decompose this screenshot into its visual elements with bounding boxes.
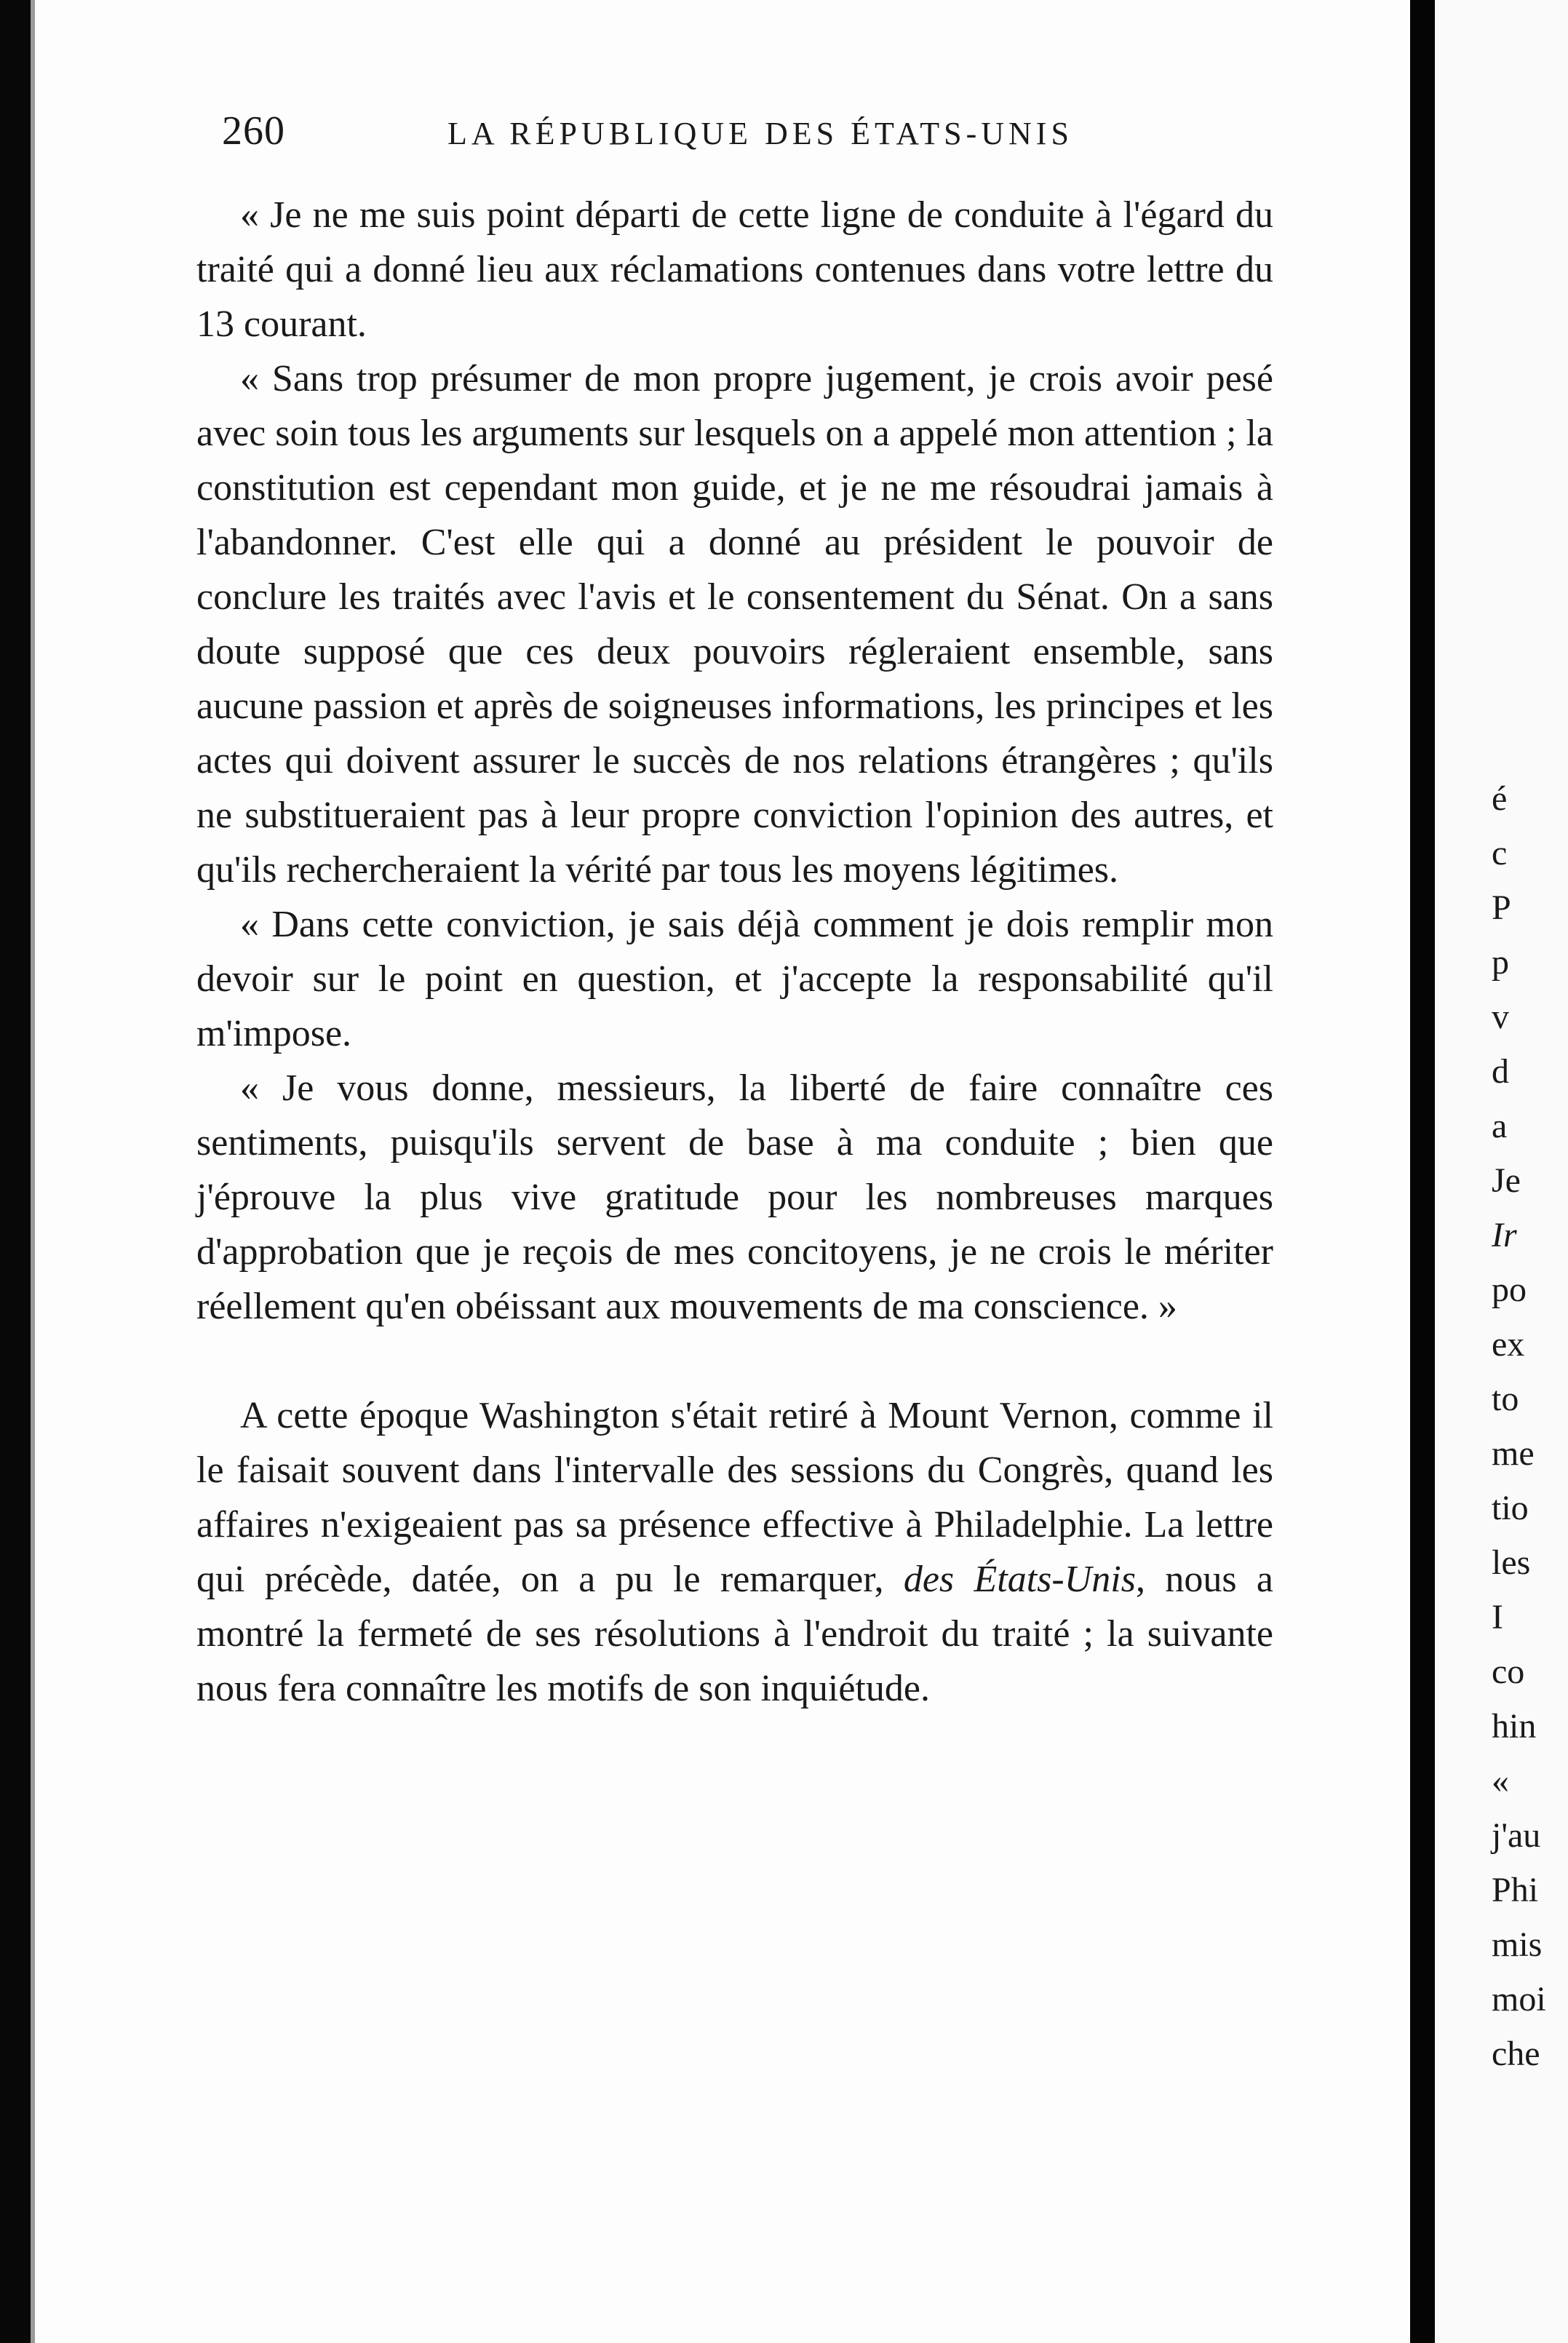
running-head — [222, 108, 1270, 159]
running-title: LA RÉPUBLIQUE DES ÉTATS-UNIS — [447, 116, 1073, 151]
adjacent-fragment: Phi — [1492, 1871, 1539, 1909]
adjacent-fragment: P — [1492, 888, 1511, 927]
paragraph-5-text-end: , nous a montré la fermeté de ses résolutions à l'endroit du traité ; la suivante nous fera connaître les motifs de son inquiétude. — [196, 1559, 1273, 1709]
adjacent-fragment: po — [1492, 1270, 1527, 1309]
adjacent-page-fragments — [1492, 771, 1568, 2081]
adjacent-fragment: to — [1492, 1380, 1519, 1418]
adjacent-fragment: v — [1492, 998, 1509, 1036]
paragraph-4: « Je vous donne, messieurs, la liberté de faire connaître ces sentiments, puisqu'ils servent de base à ma conduite ; bien que j'éprouve la plus vive gratitude pour les nombreuses marques d'approbation que je reçois de mes concitoyens, je ne crois le mériter réellement qu'en obéissant aux mouvements de ma conscience. » — [196, 1067, 1273, 1327]
adjacent-fragment: mis — [1492, 1925, 1543, 1964]
paragraph-2: « Sans trop présumer de mon propre jugement, je crois avoir pesé avec soin tous les arguments sur lesquels on a appelé mon attention ; la constitution est cependant mon guide, et je ne me résoudrai jamais à l'abandonner. C'est elle qui a donné au président le pouvoir de conclure les traités avec l'avis et le consentement du Sénat. On a sans doute supposé que ces deux pouvoirs régleraient ensemble, sans aucune passion et après de soigneuses informations, les principes et les actes qui doivent assurer le succès de nos relations étrangères ; qu'ils ne substitueraient pas à leur propre conviction l'opinion des autres, et qu'ils rechercheraient la vérité par tous les moyens légitimes. — [196, 358, 1273, 891]
adjacent-fragment: p — [1492, 943, 1509, 982]
adjacent-fragment: é — [1492, 779, 1508, 818]
adjacent-fragment: c — [1492, 834, 1508, 872]
adjacent-fragment: hin — [1492, 1707, 1537, 1746]
section-gap — [196, 1334, 1273, 1388]
italic-phrase: des États-Unis — [903, 1559, 1136, 1600]
adjacent-fragment: « — [1492, 1762, 1509, 1800]
adjacent-fragment: les — [1492, 1543, 1531, 1582]
scan-left-border — [0, 0, 31, 2343]
paragraph-5-text-start: A cette époque Washington s'était retiré à Mount Vernon, comme il le faisait souvent dans l'intervalle des sessions du Congrès, quand les affaires n'exigeaient pas sa présence effective à Philadelphie. La lettre qui précède, datée, on a pu le remarquer, — [196, 1395, 1273, 1600]
paragraph-1: « Je ne me suis point départi de cette ligne de conduite à l'égard du traité qui a donné lieu aux réclamations contenues dans votre lettre du 13 courant. — [196, 194, 1273, 345]
adjacent-fragment: ex — [1492, 1325, 1525, 1364]
adjacent-fragment: me — [1492, 1434, 1535, 1473]
book-gutter — [1410, 0, 1435, 2343]
page-number: 260 — [222, 108, 285, 154]
adjacent-fragment: tio — [1492, 1489, 1529, 1527]
adjacent-fragment: I — [1492, 1598, 1503, 1636]
paragraph-5 — [196, 1388, 1273, 1716]
adjacent-fragment: d — [1492, 1052, 1509, 1091]
paragraph-3: « Dans cette conviction, je sais déjà comment je dois remplir mon devoir sur le point en question, et j'accepte la responsabilité qu'il m'impose. — [196, 904, 1273, 1054]
adjacent-fragment: j'au — [1492, 1816, 1541, 1855]
adjacent-fragment: moi — [1492, 1980, 1546, 2018]
adjacent-fragment: a — [1492, 1107, 1508, 1145]
adjacent-fragment: che — [1492, 2034, 1540, 2073]
adjacent-fragment: Ir — [1492, 1216, 1517, 1254]
adjacent-fragment: Je — [1492, 1161, 1521, 1200]
adjacent-fragment: co — [1492, 1652, 1525, 1691]
body-text — [196, 188, 1273, 1716]
